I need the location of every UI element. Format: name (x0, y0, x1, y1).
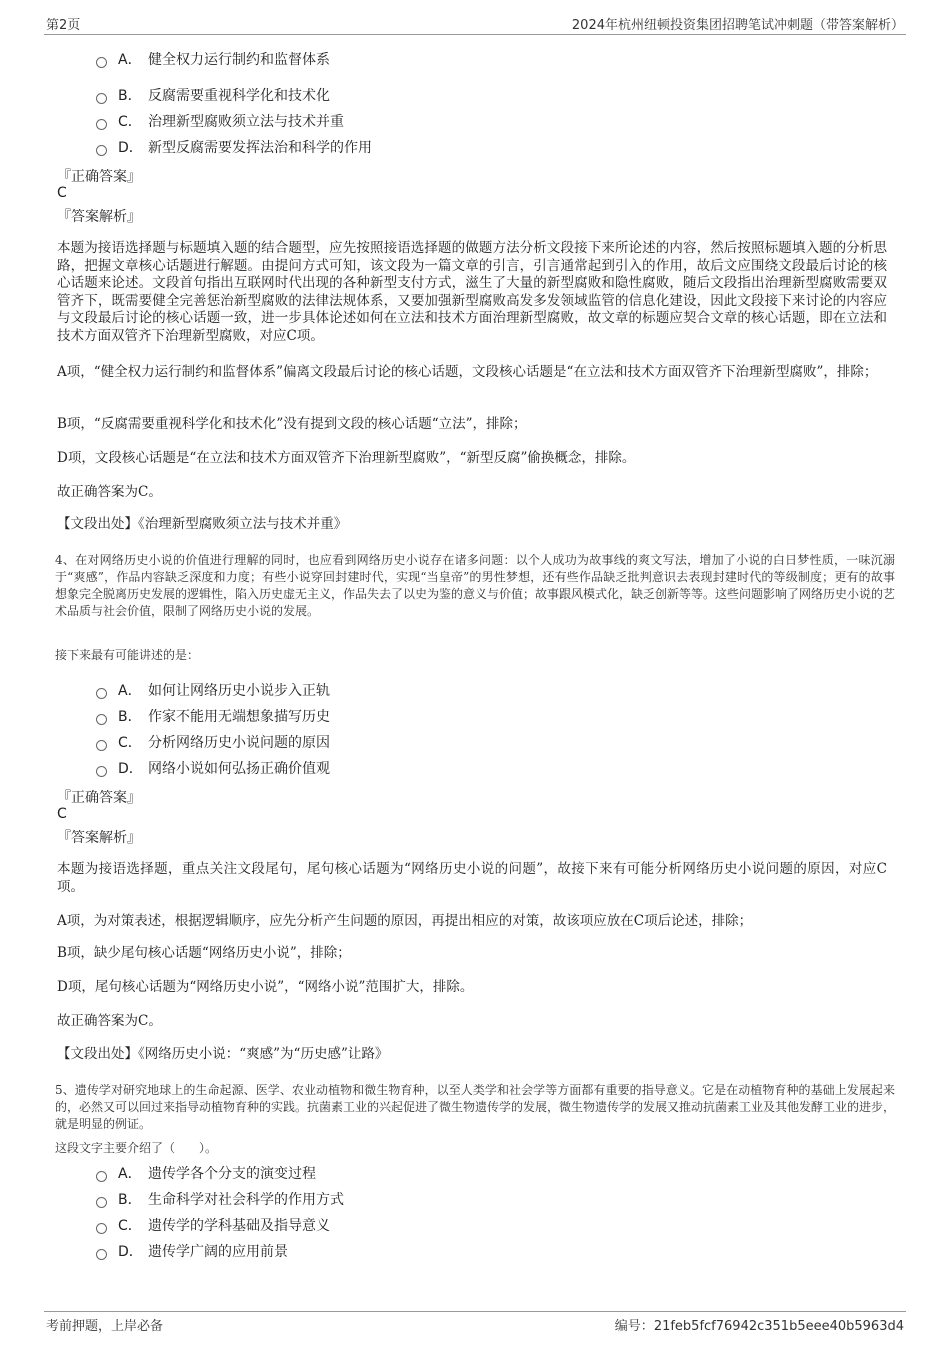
q4-option-a[interactable] (96, 680, 330, 700)
document-title: 2024年杭州纽顿投资集团招聘笔试冲刺题（带答案解析） (571, 18, 904, 33)
radio-icon[interactable] (96, 688, 107, 699)
q5-option-d[interactable] (96, 1241, 288, 1261)
radio-icon[interactable] (96, 93, 107, 104)
radio-icon[interactable] (96, 1171, 107, 1182)
q5-question: 这段文字主要介绍了（ ）。 (55, 1141, 218, 1155)
q4-analysis-label: 『答案解析』 (57, 830, 141, 846)
radio-icon[interactable] (96, 766, 107, 777)
option-text: 遗传学广阔的应用前景 (148, 1244, 288, 1260)
q3-option-b[interactable] (96, 85, 330, 105)
q5-stem: 5、遗传学对研究地球上的生命起源、医学、农业动植物和微生物育种，以至人类学和社会学等方面都有重要的指导意义。它是在动植物育种的基础上发展起来的，必然又可以回过来指导动植物育种的实践。抗菌素工业的兴起促进了微生物遗传学的发展，微生物遗传学的发展又推动抗菌素工业及其他发酵工业的进步，就是明显的例证。 (55, 1083, 896, 1131)
footer-code (615, 1315, 904, 1334)
option-label: B． (118, 1192, 142, 1208)
footer-divider (44, 1311, 906, 1312)
footer-code-label: 编号： (614, 1319, 654, 1334)
q5-option-b[interactable] (96, 1189, 344, 1209)
footer-slogan: 考前押题，上岸必备 (46, 1319, 164, 1334)
radio-icon[interactable] (96, 119, 107, 130)
q4-analysis-a: A项，为对策表述，根据逻辑顺序，应先分析产生问题的原因，再提出相应的对策，故该项应放在C项后论述，排除； (57, 913, 753, 929)
option-text: 作家不能用无端想象描写历史 (148, 709, 330, 725)
option-label: C． (118, 114, 142, 130)
q3-option-a[interactable] (96, 49, 330, 69)
q4-source: 【文段出处】《网络历史小说：“爽感”为“历史感”让路》 (57, 1046, 389, 1062)
option-label: D． (118, 761, 143, 777)
radio-icon[interactable] (96, 1249, 107, 1260)
radio-icon[interactable] (96, 1223, 107, 1234)
q5-option-c[interactable] (96, 1215, 330, 1235)
q3-option-d[interactable] (96, 137, 372, 157)
q3-answer: C (57, 185, 67, 201)
q3-conclusion: 故正确答案为C。 (57, 484, 162, 500)
radio-icon[interactable] (96, 145, 107, 156)
option-label: B． (118, 709, 142, 725)
q4-answer: C (57, 806, 67, 822)
q4-question: 接下来最有可能讲述的是： (55, 648, 200, 662)
option-text: 网络小说如何弘扬正确价值观 (148, 761, 330, 777)
footer-code-value: 21feb5fcf76942c351b5eee40b5963d4 (653, 1319, 904, 1334)
q3-analysis-paragraph: 本题为接语选择题与标题填入题的结合题型，应先按照接语选择题的做题方法分析文段接下来所论述的内容，然后按照标题填入题的分析思路，把握文章核心话题进行解题。由提问方式可知，该文段为一篇文章的引言，引言通常起到引入的作用，故后文应围绕文段最后讨论的核心话题来论述。文段首句指出互联网时代出现的各种新型支付方式，滋生了大量的新型腐败和隐性腐败，随后文段指出治理新型腐败需要双管齐下，既需要健全完善惩治新型腐败的法律法规体系，又要加强新型腐败高发多发领域监管的信息化建设，因此文段接下来讨论的内容应与文段最后讨论的核心话题一致，进一步具体论述如何在立法和技术方面治理新型腐败，故文章的标题应契合文章的核心话题，即在立法和技术方面双管齐下治理新型腐败，对应C项。 (57, 240, 887, 344)
q4-analysis-b: B项，缺少尾句核心话题“网络历史小说”，排除； (57, 945, 351, 961)
q5-option-a[interactable] (96, 1163, 316, 1183)
q3-analysis-d: D项，文段核心话题是“在立法和技术方面双管齐下治理新型腐败”，“新型反腐”偷换概念，排除。 (57, 450, 636, 466)
option-label: D． (118, 1244, 143, 1260)
q4-option-d[interactable] (96, 758, 330, 778)
q3-option-c[interactable] (96, 111, 344, 131)
option-text: 如何让网络历史小说步入正轨 (148, 683, 330, 699)
option-label: B． (118, 88, 142, 104)
option-text: 遗传学的学科基础及指导意义 (148, 1218, 330, 1234)
q4-conclusion: 故正确答案为C。 (57, 1013, 162, 1029)
radio-icon[interactable] (96, 57, 107, 68)
option-label: A． (118, 1166, 142, 1182)
q3-analysis-label: 『答案解析』 (57, 209, 141, 225)
option-text: 反腐需要重视科学化和技术化 (148, 88, 330, 104)
q4-option-b[interactable] (96, 706, 330, 726)
option-label: C． (118, 1218, 142, 1234)
option-text: 健全权力运行制约和监督体系 (148, 52, 330, 68)
option-label: A． (118, 683, 142, 699)
option-label: D． (118, 140, 143, 156)
option-label: C． (118, 735, 142, 751)
option-text: 治理新型腐败须立法与技术并重 (148, 114, 344, 130)
q4-answer-label: 『正确答案』 (57, 790, 141, 806)
q3-analysis-a: A项，“健全权力运行制约和监督体系”偏离文段最后讨论的核心话题，文段核心话题是“在立法和技术方面双管齐下治理新型腐败”，排除； (57, 364, 878, 380)
option-text: 生命科学对社会科学的作用方式 (148, 1192, 344, 1208)
q4-analysis-d: D项，尾句核心话题为“网络历史小说”，“网络小说”范围扩大，排除。 (57, 979, 474, 995)
option-label: A． (118, 52, 142, 68)
q4-stem: 4、在对网络历史小说的价值进行理解的同时，也应看到网络历史小说存在诸多问题：以个人成功为故事线的爽文写法，增加了小说的白日梦性质，一味沉溺于“爽感”，作品内容缺乏深度和力度；有些小说穿回封建时代，实现“当皇帝”的男性梦想，还有些作品缺乏批判意识去表现封建时代的等级制度；更有的故事想象完全脱离历史发展的逻辑性，陷入历史虚无主义，作品失去了以史为鉴的意义与价值；故事跟风模式化，缺乏创新等等。这些问题影响了网络历史小说的艺术品质与社会价值，限制了网络历史小说的发展。 (55, 553, 896, 618)
q3-answer-label: 『正确答案』 (57, 169, 141, 185)
option-text: 遗传学各个分支的演变过程 (148, 1166, 316, 1182)
radio-icon[interactable] (96, 1197, 107, 1208)
option-text: 新型反腐需要发挥法治和科学的作用 (148, 140, 372, 156)
option-text: 分析网络历史小说问题的原因 (148, 735, 330, 751)
q4-analysis-paragraph: 本题为接语选择题，重点关注文段尾句，尾句核心话题为“网络历史小说的问题”，故接下来有可能分析网络历史小说问题的原因，对应C项。 (57, 861, 887, 895)
header-divider (44, 34, 906, 35)
q3-analysis-b: B项，“反腐需要重视科学化和技术化”没有提到文段的核心话题“立法”，排除； (57, 416, 527, 432)
radio-icon[interactable] (96, 740, 107, 751)
radio-icon[interactable] (96, 714, 107, 725)
q3-source: 【文段出处】《治理新型腐败须立法与技术并重》 (57, 516, 348, 532)
page-number: 第2页 (46, 18, 81, 33)
q4-option-c[interactable] (96, 732, 330, 752)
